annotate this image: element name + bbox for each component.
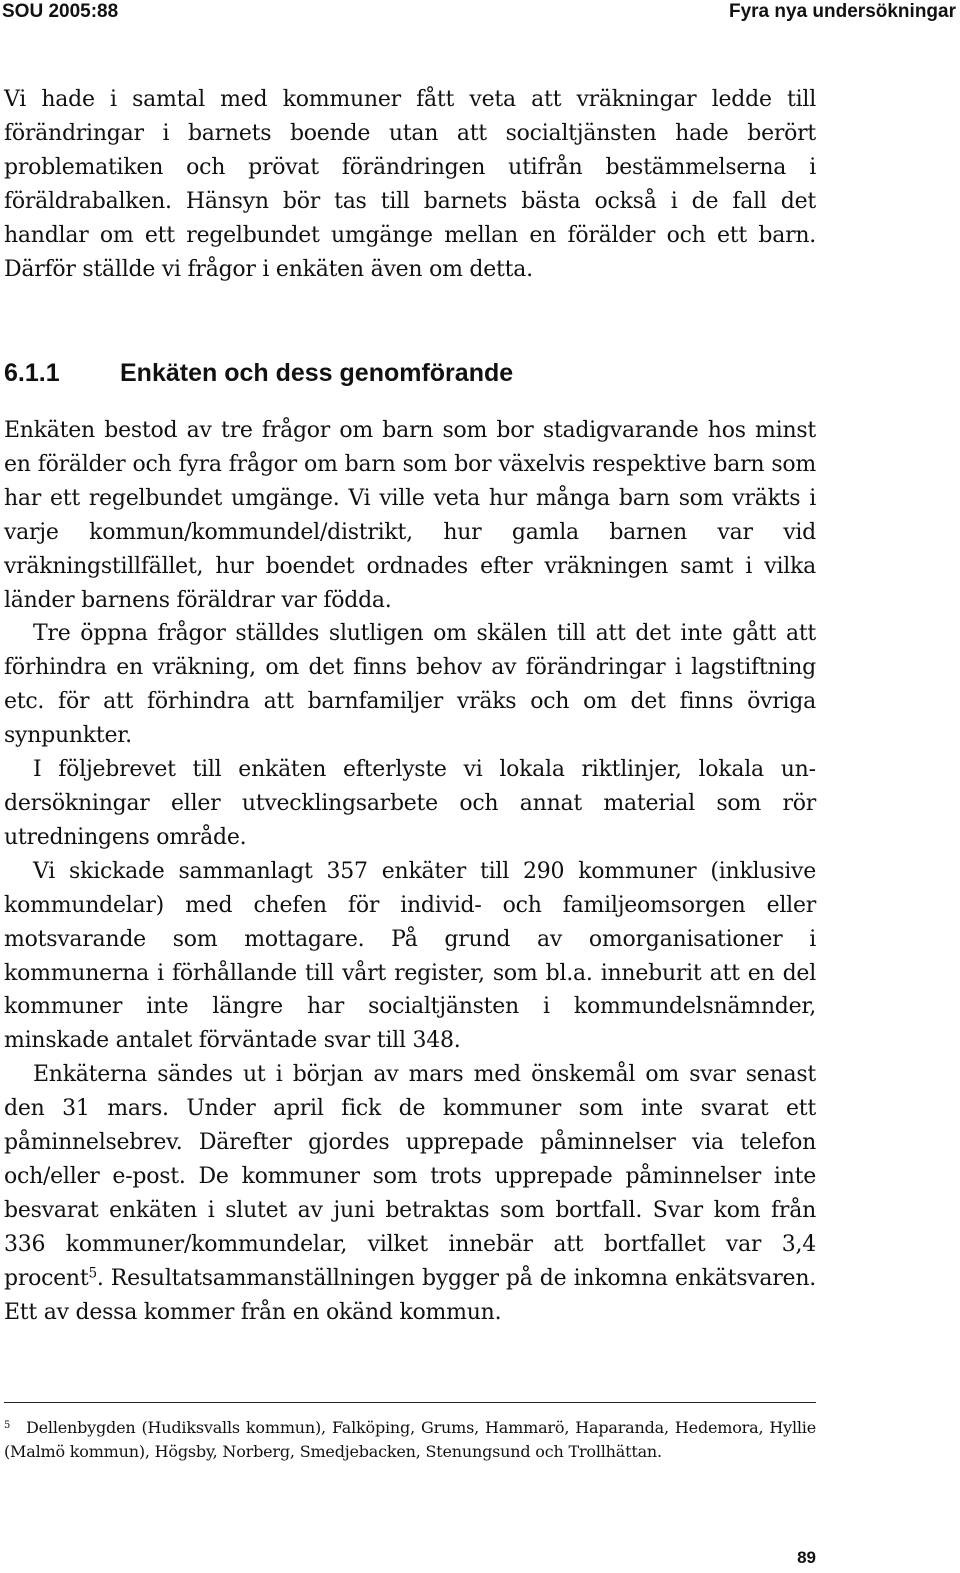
section-body bbox=[4, 414, 816, 1329]
section-paragraph-1: Enkäten bestod av tre frågor om barn som bor stadigvarande hos minst en förälder och fyra frågor om barn som bor växelvis respektive barn som har ett regelbundet umgänge. Vi ville veta hur många barn som vräkts i varje kommun/kommundel/distrikt, hur gamla barnen var vid vräkningstillfället, hur boendet ordnades efter vräkningen samt i vilka länder barnens föräldrar var födda. bbox=[4, 418, 816, 613]
section-paragraph-3: I följebrevet till enkäten efterlyste vi lokala riktlinjer, lokala undersökningar eller utvecklingsarbete och annat material som rör utredningens område. bbox=[4, 757, 816, 850]
paragraph-text-before-note: Enkäterna sändes ut i början av mars med önskemål om svar senast den 31 mars. Under april fick de kommuner som inte svarat ett påminnelsebrev. Därefter gjordes upprepade påminnelser via telefon och/eller e-post. De kommuner som trots upprepade påminnelser inte besvarat enkäten i slutet av juni betraktas som bortfall. Svar kom från 336 kommuner/kommundelar, vilket innebär att bortfallet var 3,4 procent bbox=[4, 1062, 816, 1291]
running-header-left: SOU 2005:88 bbox=[2, 1, 119, 22]
paragraph-text-after-note: . Resultatsammanställningen bygger på de inkomna enkätsvaren. Ett av dessa kommer från en okänd kommun. bbox=[4, 1265, 816, 1325]
section-paragraph-2: Tre öppna frågor ställdes slutligen om skälen till att det inte gått att förhindra en vräkning, om det finns behov av förändringar i lagstiftning etc. för att förhindra att barnfamiljer vräks och om det finns övriga synpunkter. bbox=[4, 621, 816, 749]
running-header-right: Fyra nya undersökningar bbox=[728, 1, 956, 22]
footnote-reference[interactable]: 5 bbox=[88, 1265, 97, 1282]
intro-text bbox=[4, 83, 816, 286]
intro-paragraph: Vi hade i samtal med kommuner fått veta att vräkningar ledde till förändringar i barnets boende utan att socialtjänsten hade berört problematiken och prövat förändringen utifrån bestämmelserna i föräldrabalken. Hänsyn bör tas till barnets bästa också i de fall det handlar om ett regelbundet umgänge mellan en förälder och ett barn. Därför ställde vi frågor i enkäten även om detta. bbox=[4, 87, 816, 282]
section-title: Enkäten och dess genomförande bbox=[120, 359, 514, 387]
page-number: 89 bbox=[797, 1548, 816, 1567]
section-number: 6.1.1 bbox=[4, 359, 60, 387]
footnote: $^5$ Dellenbygden (Hudiksvalls kommun), Falköping, Grums, Hammarö, Haparanda, Hedemora, Hyllie (Malmö kommun), Högsby, Norberg, Smedjebacken, Stenungsund och Trollhättan. bbox=[4, 1418, 816, 1461]
footnote-divider bbox=[4, 1402, 816, 1403]
section-paragraph-4: Vi skickade sammanlagt 357 enkäter till 290 kommuner (inklusive kommundelar) med chefen för individ- och familjeomsorgen eller motsvarande som mottagare. På grund av omorganisationer i kommunerna i förhållande till vårt register, som bl.a. inneburit att en del kommuner inte längre har socialtjänsten i kommundelsnämnder, minskade antalet förväntade svar till 348. bbox=[4, 858, 816, 1054]
footnote-text: Dellenbygden (Hudiksvalls kommun), Falköping, Grums, Hammarö, Haparanda, Hedemora, Hyllie (Malmö kommun), Högsby, Norberg, Smedjebacken, Stenungsund och Trollhättan. bbox=[4, 1418, 816, 1461]
section-paragraph-5 bbox=[4, 1058, 816, 1329]
section-heading bbox=[4, 355, 513, 391]
